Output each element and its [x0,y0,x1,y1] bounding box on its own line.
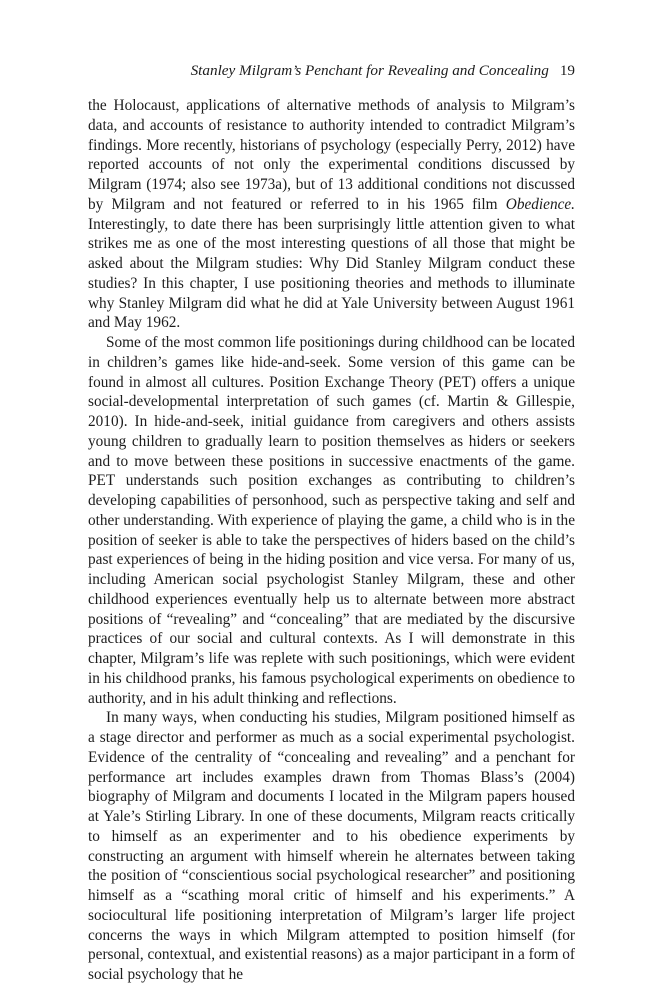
paragraph-text: the Holocaust, applications of alternative methods of analysis to Milgram’s data, and accounts of resistance to authority intended to contradict Milgram’s findings. More recently, historians of psychology (especially Perry, 2012) have reported accounts of not only the experimental conditions discussed by Milgram (1974; also see 1973a), but of 13 additional conditions not discussed by Milgram and not featured or referred to in his 1965 film [88,97,575,213]
running-head-title: Stanley Milgram’s Penchant for Revealing and Concealing [190,62,549,79]
paragraph [88,96,575,333]
paragraph-text: Interestingly, to date there has been surprisingly little attention given to what strikes me as one of the most interesting questions of all those that might be asked about the Milgram studies: Why Did Stanley Milgram conduct these studies? In this chapter, I use positioning theories and methods to illuminate why Stanley Milgram did what he did at Yale University between August 1961 and May 1962. [88,215,575,332]
page-number: 19 [559,62,575,79]
paragraph: Some of the most common life positionings during childhood can be located in children’s games like hide-and-seek. Some version of this game can be found in almost all cultures. Position Exchange Theory (PET) offers a unique social-developmental interpretation of such games (cf. Martin & Gillespie, 2010). In hide-and-seek, initial guidance from caregivers and others assists young children to gradually learn to position themselves as hiders or seekers and to move between these positions in successive enactments of the game. PET understands such position exchanges as contributing to children’s developing capabilities of personhood, such as perspective taking and self and other understanding. With experience of playing the game, a child who is in the position of seeker is able to take the perspectives of hiders based on the child’s past experiences of being in the hiding position and vice versa. For many of us, including American social psychologist Stanley Milgram, these and other childhood experiences eventually help us to alternate between more abstract positions of “revealing” and “concealing” that are mediated by the discursive practices of our social and cultural contexts. As I will demonstrate in this chapter, Milgram’s life was replete with such positionings, which were evident in his childhood pranks, his famous psychological experiments on obedience to authority, and in his adult thinking and reflections. [88,334,575,707]
body-text [88,96,575,985]
paragraph: In many ways, when conducting his studies, Milgram positioned himself as a stage director and performer as much as a social experimental psychologist. Evidence of the centrality of “concealing and revealing” and a penchant for performance art includes examples drawn from Thomas Blass’s (2004) biography of Milgram and documents I located in the Milgram papers housed at Yale’s Stirling Library. In one of these documents, Milgram reacts critically to himself as an experimenter and to his obedience experiments by constructing an argument with himself wherein he alternates between taking the position of “conscientious social psychological researcher” and positioning himself as a “scathing moral critic of himself and his experiments.” A sociocultural life positioning interpretation of Milgram’s larger life project concerns the ways in which Milgram attempted to position himself (for personal, contextual, and existential reasons) as a major participant in a form of social psychology that he [88,709,575,983]
film-title: Obedience. [505,195,575,213]
running-head [191,62,575,80]
